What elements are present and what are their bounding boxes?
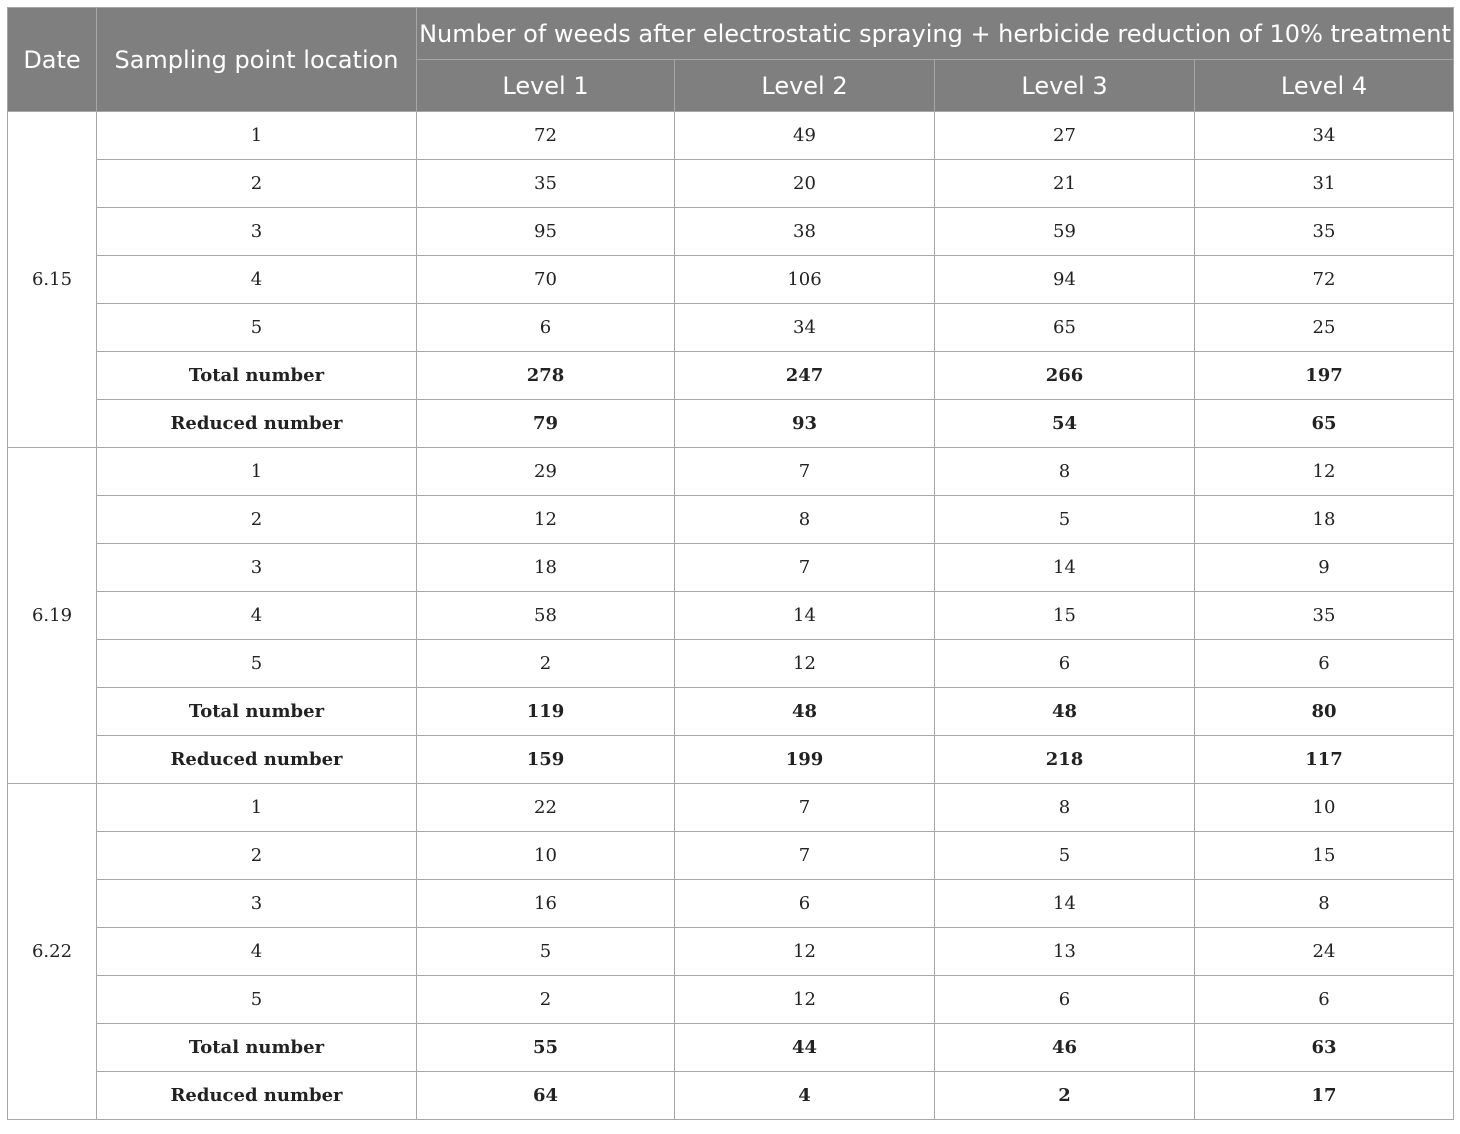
level-1-value-cell: 58	[417, 592, 675, 640]
level-1-header: Level 1	[417, 60, 675, 112]
treatment-group-header: Number of weeds after electrostatic spraying + herbicide reduction of 10% treatment	[417, 8, 1454, 60]
level-3-value-cell: 2	[935, 1072, 1195, 1120]
table-row	[8, 976, 1454, 1024]
level-4-value-cell: 12	[1195, 448, 1454, 496]
level-3-value-cell: 218	[935, 736, 1195, 784]
level-4-value-cell: 24	[1195, 928, 1454, 976]
level-2-value-cell: 7	[675, 784, 935, 832]
table-row	[8, 208, 1454, 256]
level-4-value-cell: 25	[1195, 304, 1454, 352]
level-1-value-cell: 35	[417, 160, 675, 208]
level-4-value-cell: 9	[1195, 544, 1454, 592]
level-1-value-cell: 72	[417, 112, 675, 160]
level-4-value-cell: 10	[1195, 784, 1454, 832]
table-row	[8, 928, 1454, 976]
level-3-value-cell: 15	[935, 592, 1195, 640]
level-4-value-cell: 6	[1195, 640, 1454, 688]
level-3-value-cell: 59	[935, 208, 1195, 256]
level-3-value-cell: 6	[935, 640, 1195, 688]
table-row	[8, 400, 1454, 448]
level-2-value-cell: 247	[675, 352, 935, 400]
level-1-value-cell: 64	[417, 1072, 675, 1120]
level-1-value-cell: 5	[417, 928, 675, 976]
table-row	[8, 1024, 1454, 1072]
level-4-value-cell: 31	[1195, 160, 1454, 208]
level-1-value-cell: 278	[417, 352, 675, 400]
row-label-cell: Reduced number	[97, 400, 417, 448]
level-4-value-cell: 35	[1195, 592, 1454, 640]
level-1-value-cell: 159	[417, 736, 675, 784]
level-4-value-cell: 197	[1195, 352, 1454, 400]
level-4-value-cell: 6	[1195, 976, 1454, 1024]
level-3-value-cell: 27	[935, 112, 1195, 160]
row-label-cell: Total number	[97, 352, 417, 400]
table-row	[8, 640, 1454, 688]
level-3-header: Level 3	[935, 60, 1195, 112]
level-3-value-cell: 6	[935, 976, 1195, 1024]
sampling-point-cell: 2	[97, 496, 417, 544]
row-label-cell: Total number	[97, 1024, 417, 1072]
table-row	[8, 112, 1454, 160]
level-1-value-cell: 12	[417, 496, 675, 544]
level-3-value-cell: 13	[935, 928, 1195, 976]
sampling-point-cell: 1	[97, 112, 417, 160]
table-row	[8, 832, 1454, 880]
sampling-point-cell: 4	[97, 928, 417, 976]
level-2-value-cell: 199	[675, 736, 935, 784]
sampling-point-cell: 4	[97, 256, 417, 304]
level-4-value-cell: 17	[1195, 1072, 1454, 1120]
level-4-value-cell: 65	[1195, 400, 1454, 448]
table-row	[8, 688, 1454, 736]
table-body	[8, 112, 1454, 1120]
level-4-header: Level 4	[1195, 60, 1454, 112]
sampling-point-cell: 3	[97, 880, 417, 928]
table-row	[8, 544, 1454, 592]
level-3-value-cell: 94	[935, 256, 1195, 304]
level-3-value-cell: 8	[935, 448, 1195, 496]
sampling-point-cell: 5	[97, 976, 417, 1024]
table-row	[8, 784, 1454, 832]
level-2-value-cell: 4	[675, 1072, 935, 1120]
sampling-point-cell: 1	[97, 448, 417, 496]
level-1-value-cell: 2	[417, 976, 675, 1024]
level-2-value-cell: 49	[675, 112, 935, 160]
level-1-value-cell: 2	[417, 640, 675, 688]
level-4-value-cell: 15	[1195, 832, 1454, 880]
date-cell: 6.22	[8, 784, 97, 1120]
table-row	[8, 880, 1454, 928]
sampling-point-cell: 5	[97, 304, 417, 352]
date-cell: 6.15	[8, 112, 97, 448]
sampling-point-cell: 1	[97, 784, 417, 832]
level-2-value-cell: 14	[675, 592, 935, 640]
level-2-value-cell: 6	[675, 880, 935, 928]
sampling-point-cell: 2	[97, 160, 417, 208]
level-2-value-cell: 12	[675, 976, 935, 1024]
level-2-value-cell: 7	[675, 832, 935, 880]
sampling-point-cell: 3	[97, 208, 417, 256]
table-row	[8, 1072, 1454, 1120]
sampling-point-column-header: Sampling point location	[97, 8, 417, 112]
table-row	[8, 352, 1454, 400]
level-4-value-cell: 80	[1195, 688, 1454, 736]
level-3-value-cell: 46	[935, 1024, 1195, 1072]
level-2-value-cell: 48	[675, 688, 935, 736]
date-cell: 6.19	[8, 448, 97, 784]
level-1-value-cell: 79	[417, 400, 675, 448]
level-2-value-cell: 20	[675, 160, 935, 208]
level-3-value-cell: 8	[935, 784, 1195, 832]
table-row	[8, 448, 1454, 496]
level-3-value-cell: 48	[935, 688, 1195, 736]
level-1-value-cell: 55	[417, 1024, 675, 1072]
level-3-value-cell: 54	[935, 400, 1195, 448]
level-1-value-cell: 10	[417, 832, 675, 880]
row-label-cell: Reduced number	[97, 736, 417, 784]
level-4-value-cell: 35	[1195, 208, 1454, 256]
level-4-value-cell: 18	[1195, 496, 1454, 544]
level-3-value-cell: 65	[935, 304, 1195, 352]
level-2-value-cell: 44	[675, 1024, 935, 1072]
row-label-cell: Total number	[97, 688, 417, 736]
level-2-value-cell: 7	[675, 448, 935, 496]
level-2-value-cell: 38	[675, 208, 935, 256]
level-4-value-cell: 63	[1195, 1024, 1454, 1072]
level-4-value-cell: 34	[1195, 112, 1454, 160]
level-2-header: Level 2	[675, 60, 935, 112]
level-1-value-cell: 119	[417, 688, 675, 736]
level-1-value-cell: 95	[417, 208, 675, 256]
level-3-value-cell: 5	[935, 496, 1195, 544]
level-3-value-cell: 266	[935, 352, 1195, 400]
table-row	[8, 304, 1454, 352]
level-2-value-cell: 12	[675, 928, 935, 976]
level-2-value-cell: 7	[675, 544, 935, 592]
level-3-value-cell: 14	[935, 880, 1195, 928]
table-row	[8, 256, 1454, 304]
table-row	[8, 160, 1454, 208]
level-1-value-cell: 6	[417, 304, 675, 352]
level-4-value-cell: 8	[1195, 880, 1454, 928]
level-1-value-cell: 18	[417, 544, 675, 592]
level-1-value-cell: 70	[417, 256, 675, 304]
level-4-value-cell: 72	[1195, 256, 1454, 304]
table-row	[8, 592, 1454, 640]
sampling-point-cell: 4	[97, 592, 417, 640]
table-row	[8, 736, 1454, 784]
level-4-value-cell: 117	[1195, 736, 1454, 784]
level-1-value-cell: 22	[417, 784, 675, 832]
level-3-value-cell: 5	[935, 832, 1195, 880]
sampling-point-cell: 3	[97, 544, 417, 592]
level-1-value-cell: 16	[417, 880, 675, 928]
level-3-value-cell: 21	[935, 160, 1195, 208]
level-2-value-cell: 12	[675, 640, 935, 688]
level-2-value-cell: 93	[675, 400, 935, 448]
weed-count-table	[7, 7, 1454, 1120]
table-row	[8, 496, 1454, 544]
row-label-cell: Reduced number	[97, 1072, 417, 1120]
level-3-value-cell: 14	[935, 544, 1195, 592]
level-2-value-cell: 34	[675, 304, 935, 352]
sampling-point-cell: 5	[97, 640, 417, 688]
level-2-value-cell: 8	[675, 496, 935, 544]
sampling-point-cell: 2	[97, 832, 417, 880]
level-2-value-cell: 106	[675, 256, 935, 304]
date-column-header: Date	[8, 8, 97, 112]
level-1-value-cell: 29	[417, 448, 675, 496]
table-header	[8, 8, 1454, 112]
